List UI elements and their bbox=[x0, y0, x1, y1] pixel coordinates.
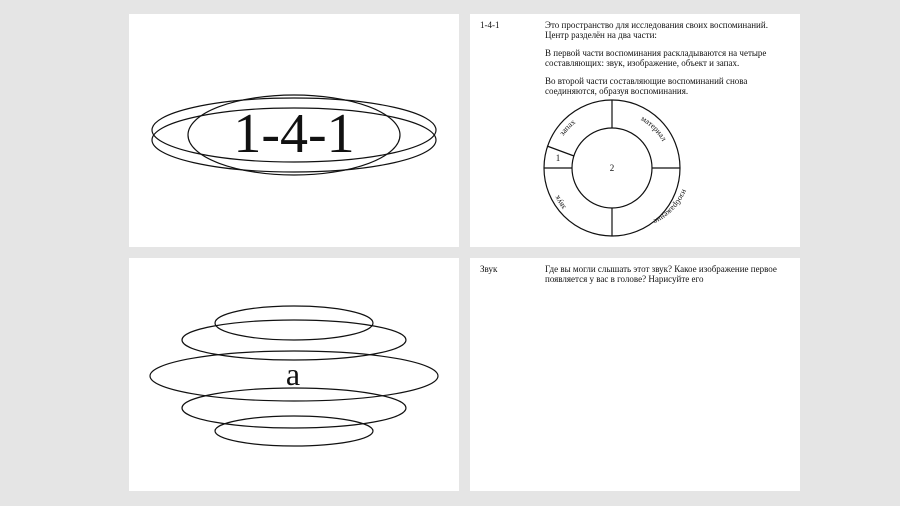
intro-code: 1-4-1 bbox=[480, 20, 500, 30]
segment-label-image: изображение bbox=[651, 188, 690, 227]
stacked-ellipses bbox=[129, 258, 459, 491]
sound-page bbox=[470, 258, 800, 491]
cover-ellipses bbox=[129, 14, 459, 247]
cover-title: 1-4-1 bbox=[233, 103, 355, 165]
sound-question: Где вы могли слышать этот звук? Какое изображение первое появляется у вас в голове? Нарисуйте его bbox=[545, 264, 777, 284]
intro-paragraph-2: В первой части воспоминания раскладываются на четыре составляющих: звук, изображение, объект и запах. bbox=[545, 48, 767, 68]
sound-illustration-page bbox=[129, 258, 459, 491]
part-two-label: 2 bbox=[609, 163, 615, 173]
segment-label-material: материал bbox=[639, 113, 669, 143]
ellipse-4 bbox=[182, 388, 406, 428]
intro-paragraph-3: Во второй части составляющие воспоминаний снова соединяются, образуя воспоминания. bbox=[545, 76, 748, 96]
part-one-label: 1 bbox=[555, 153, 561, 163]
memory-diagram bbox=[470, 14, 800, 247]
intro-paragraph-1: Это пространство для исследования своих воспоминаний. Центр разделён на два части: bbox=[545, 20, 768, 40]
segment-label-sound: звук bbox=[552, 193, 568, 212]
intro-page bbox=[470, 14, 800, 247]
segment-label-smell: запах bbox=[557, 117, 578, 138]
sound-label: Звук bbox=[480, 264, 498, 274]
ellipse-5 bbox=[215, 416, 373, 446]
sound-letter: а bbox=[285, 356, 301, 392]
divider-part-one bbox=[547, 146, 574, 156]
cover-page bbox=[129, 14, 459, 247]
sound-text bbox=[545, 264, 790, 284]
